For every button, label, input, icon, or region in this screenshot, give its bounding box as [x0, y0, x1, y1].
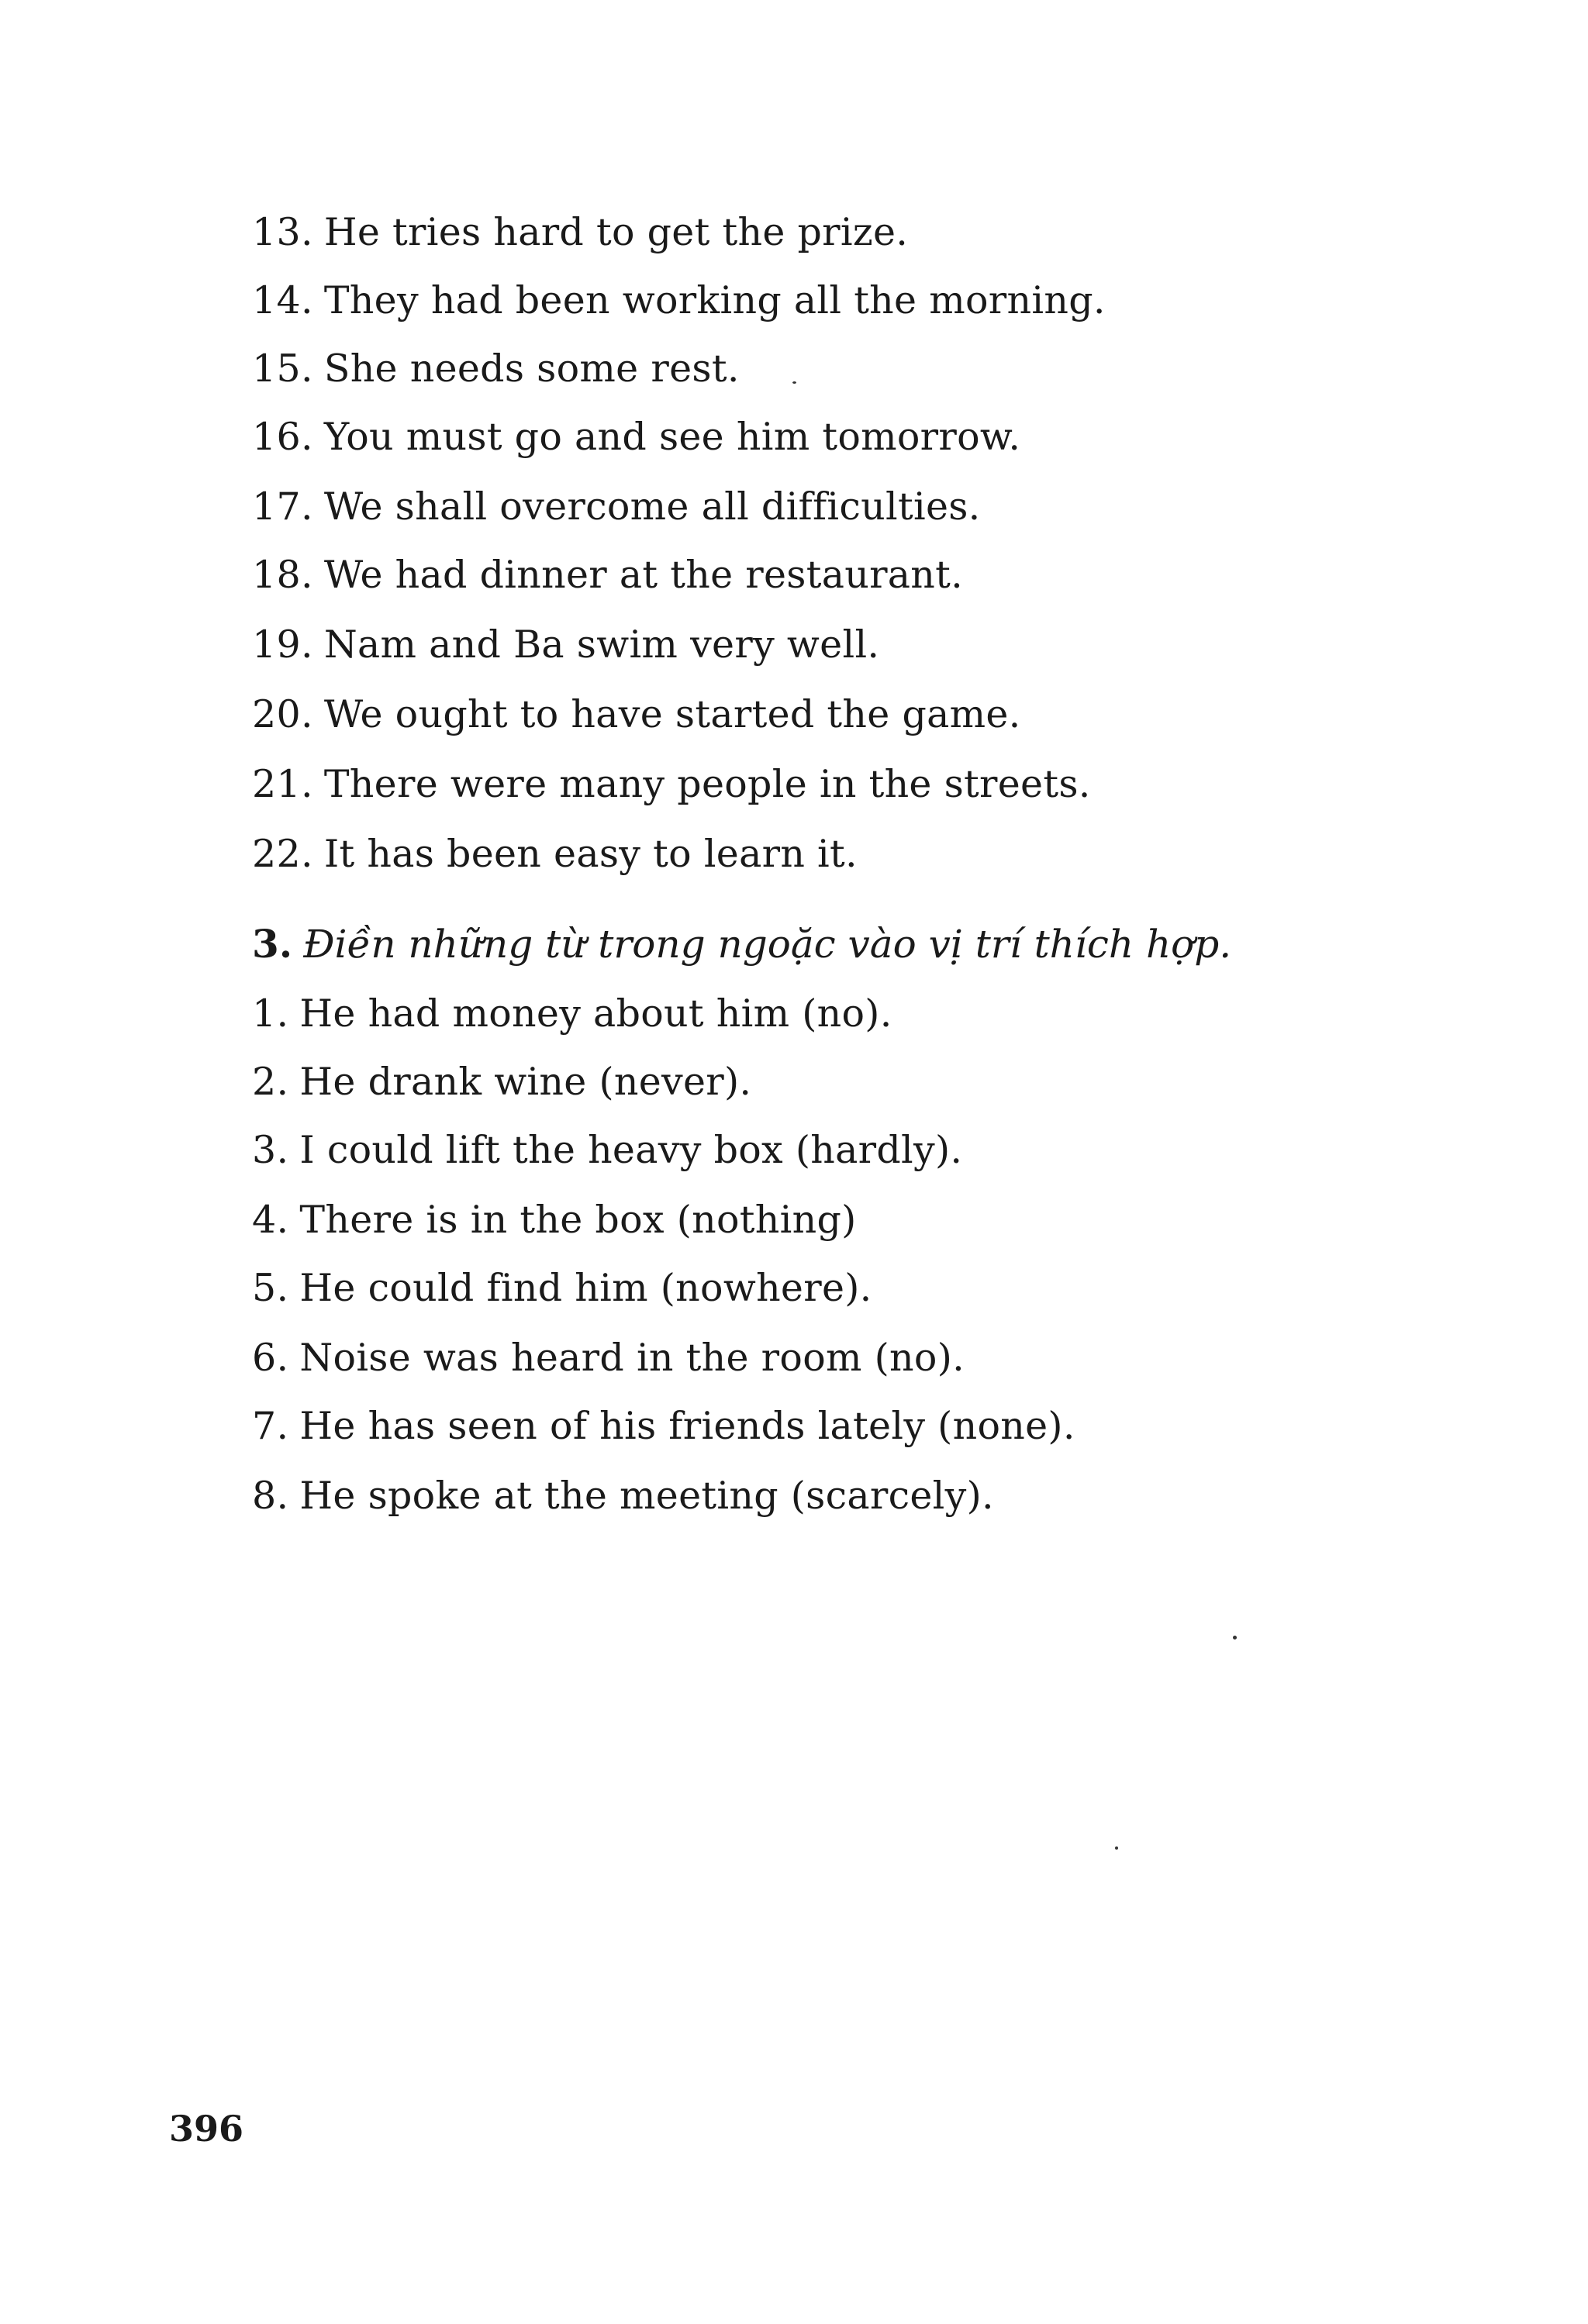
item-number: 19.	[252, 622, 313, 667]
item-number: 16.	[252, 415, 313, 459]
item-number: 21.	[252, 762, 313, 806]
list-item	[252, 1197, 857, 1243]
item-text: We ought to have started the game.	[323, 692, 1021, 736]
list-item	[252, 1335, 965, 1381]
item-text: He could find him (nowhere).	[299, 1266, 872, 1310]
item-number: 4.	[252, 1198, 289, 1242]
item-text: There were many people in the streets.	[323, 762, 1091, 806]
item-text: Noise was heard in the room (no).	[299, 1336, 965, 1380]
scan-speck	[1233, 1636, 1237, 1640]
item-number: 18.	[252, 553, 313, 597]
list-item	[252, 622, 879, 668]
list-item	[252, 414, 1020, 460]
item-number: 15.	[252, 347, 313, 391]
item-number: 13.	[252, 210, 313, 254]
item-text: We had dinner at the restaurant.	[323, 553, 964, 597]
list-item	[252, 1403, 1075, 1450]
list-item	[252, 761, 1091, 808]
scan-speck	[792, 381, 796, 384]
list-item	[252, 691, 1021, 738]
list-item	[252, 1059, 751, 1105]
item-number: 7.	[252, 1404, 289, 1448]
item-number: 22.	[252, 832, 313, 876]
item-text: It has been easy to learn it.	[323, 832, 858, 876]
item-number: 6.	[252, 1336, 289, 1380]
list-item	[252, 1127, 962, 1174]
list-item	[252, 1265, 872, 1312]
item-text: He spoke at the meeting (scarcely).	[299, 1474, 994, 1518]
exercise-instruction: Điền những từ trong ngoặc vào vị trí thích hợp.	[303, 922, 1232, 967]
item-text: He has seen of his friends lately (none).	[299, 1404, 1075, 1448]
item-text: He had money about him (no).	[299, 991, 892, 1036]
item-number: 1.	[252, 991, 289, 1036]
item-number: 17.	[252, 484, 313, 529]
list-item	[252, 831, 858, 878]
scan-speck	[1115, 1846, 1118, 1850]
exercise-number: 3.	[252, 921, 293, 967]
item-text: You must go and see him tomorrow.	[323, 415, 1021, 459]
item-number: 20.	[252, 692, 313, 736]
list-item	[252, 484, 981, 530]
item-text: He tries hard to get the prize.	[323, 210, 909, 254]
item-text: She needs some rest.	[323, 347, 740, 391]
item-text: We shall overcome all difficulties.	[323, 484, 981, 529]
page-number: 396	[169, 2108, 244, 2150]
item-number: 14.	[252, 278, 313, 322]
list-item	[252, 346, 740, 392]
item-number: 2.	[252, 1060, 289, 1104]
list-item	[252, 552, 963, 598]
exercise-heading	[252, 921, 1231, 967]
item-text: I could lift the heavy box (hardly).	[299, 1128, 963, 1172]
list-item	[252, 1473, 994, 1519]
item-text: Nam and Ba swim very well.	[323, 622, 880, 667]
item-text: He drank wine (never).	[299, 1060, 752, 1104]
list-item	[252, 278, 1106, 324]
list-item	[252, 991, 892, 1037]
item-number: 8.	[252, 1474, 289, 1518]
item-text: They had been working all the morning.	[323, 278, 1106, 322]
list-item	[252, 209, 908, 256]
item-number: 3.	[252, 1128, 289, 1172]
item-text: There is in the box (nothing)	[299, 1198, 857, 1242]
item-number: 5.	[252, 1266, 289, 1310]
